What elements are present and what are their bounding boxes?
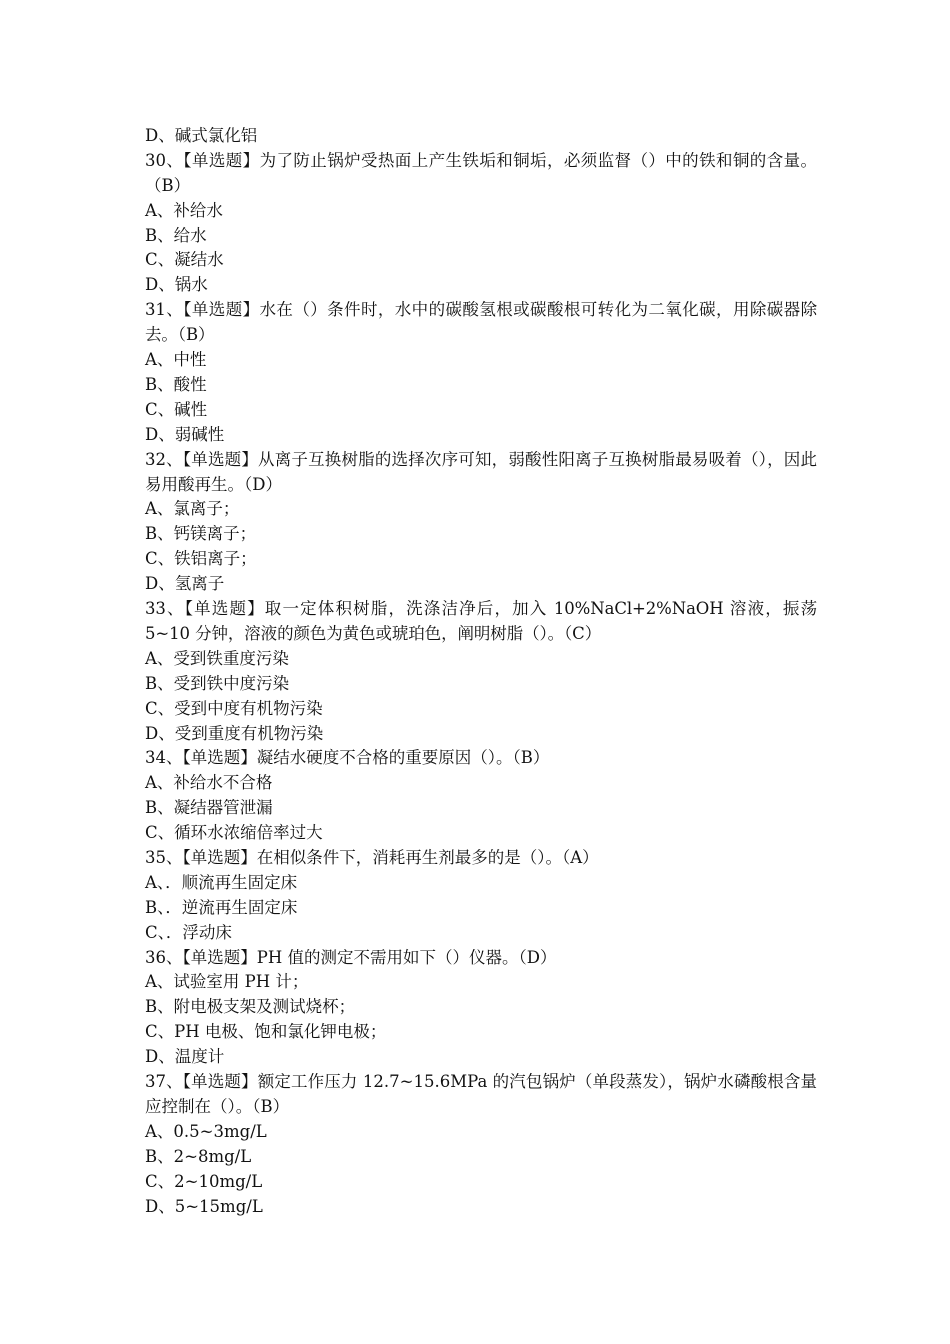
- option-item: D、碱式氯化铝: [145, 126, 258, 145]
- question-32: [145, 448, 817, 597]
- option-item: A、受到铁重度污染: [145, 648, 289, 668]
- question-text: 34、【单选题】凝结水硬度不合格的重要原因（）。（B）: [145, 748, 550, 768]
- option-item: D、受到重度有机物污染: [145, 723, 324, 743]
- question-33: [145, 597, 817, 746]
- option-item: B、凝结器管泄漏: [145, 798, 273, 818]
- question-37: [145, 1070, 817, 1219]
- option-item: B、受到铁中度污染: [145, 673, 290, 693]
- question-34: [145, 746, 817, 846]
- option-item: B、钙镁离子；: [145, 524, 257, 544]
- option-item: B、附电极支架及测试烧杯；: [145, 997, 356, 1017]
- option-item: C、2~10mg/L: [145, 1171, 263, 1191]
- question-text: 31、【单选题】水在（）条件时，水中的碳酸氢根或碳酸根可转化为二氧化碳，用除碳器除去。（B）: [145, 300, 817, 345]
- question-text: 36、【单选题】PH 值的测定不需用如下（）仪器。（D）: [145, 947, 557, 967]
- option-item: B、．逆流再生固定床: [145, 897, 298, 917]
- option-item: C、．浮动床: [145, 922, 232, 942]
- option-item: C、铁铝离子；: [145, 549, 257, 569]
- option-item: C、碱性: [145, 399, 208, 419]
- option-item: A、补给水不合格: [145, 773, 273, 793]
- option-item: C、受到中度有机物污染: [145, 698, 323, 718]
- question-36: [145, 946, 817, 1070]
- question-35: [145, 846, 817, 946]
- question-text: 35、【单选题】在相似条件下，消耗再生剂最多的是（）。（A）: [145, 847, 599, 867]
- option-item: A、氯离子；: [145, 499, 240, 519]
- question-text: 37、【单选题】额定工作压力 12.7~15.6MPa 的汽包锅炉（单段蒸发），锅炉水磷酸根含量应控制在（）。（B）: [145, 1072, 817, 1116]
- option-item: D、5~15mg/L: [145, 1196, 263, 1216]
- option-item: C、PH 电极、饱和氯化钾电极；: [145, 1022, 387, 1042]
- option-item: C、凝结水: [145, 250, 224, 270]
- option-item: A、0.5~3mg/L: [145, 1121, 267, 1141]
- document-page: [145, 124, 817, 1219]
- option-item: A、补给水: [145, 200, 223, 220]
- option-item: A、试验室用 PH 计；: [145, 972, 309, 992]
- question-30: [145, 149, 817, 298]
- option-item: C、循环水浓缩倍率过大: [145, 823, 323, 843]
- option-item: D、锅水: [145, 275, 208, 295]
- option-item: D、弱碱性: [145, 424, 225, 444]
- option-item: A、中性: [145, 350, 207, 370]
- option-item: B、2~8mg/L: [145, 1146, 252, 1166]
- question-text: 30、【单选题】为了防止锅炉受热面上产生铁垢和铜垢，必须监督（）中的铁和铜的含量。（B）: [145, 150, 817, 195]
- option-item: A、．顺流再生固定床: [145, 872, 298, 892]
- question-31: [145, 298, 817, 447]
- option-item: D、氢离子: [145, 574, 225, 594]
- question-text: 33、【单选题】取一定体积树脂，洗涤洁净后，加入 10%NaCl+2%NaOH 溶液，振荡 5~10 分钟，溶液的颜色为黄色或琥珀色，阐明树脂（）。（C）: [145, 599, 817, 643]
- option-item: B、酸性: [145, 374, 207, 394]
- question-text: 32、【单选题】从离子互换树脂的选择次序可知，弱酸性阳离子互换树脂最易吸着（），因此易用酸再生。（D）: [145, 449, 817, 494]
- option-item: B、给水: [145, 225, 207, 245]
- option-item: D、温度计: [145, 1047, 225, 1067]
